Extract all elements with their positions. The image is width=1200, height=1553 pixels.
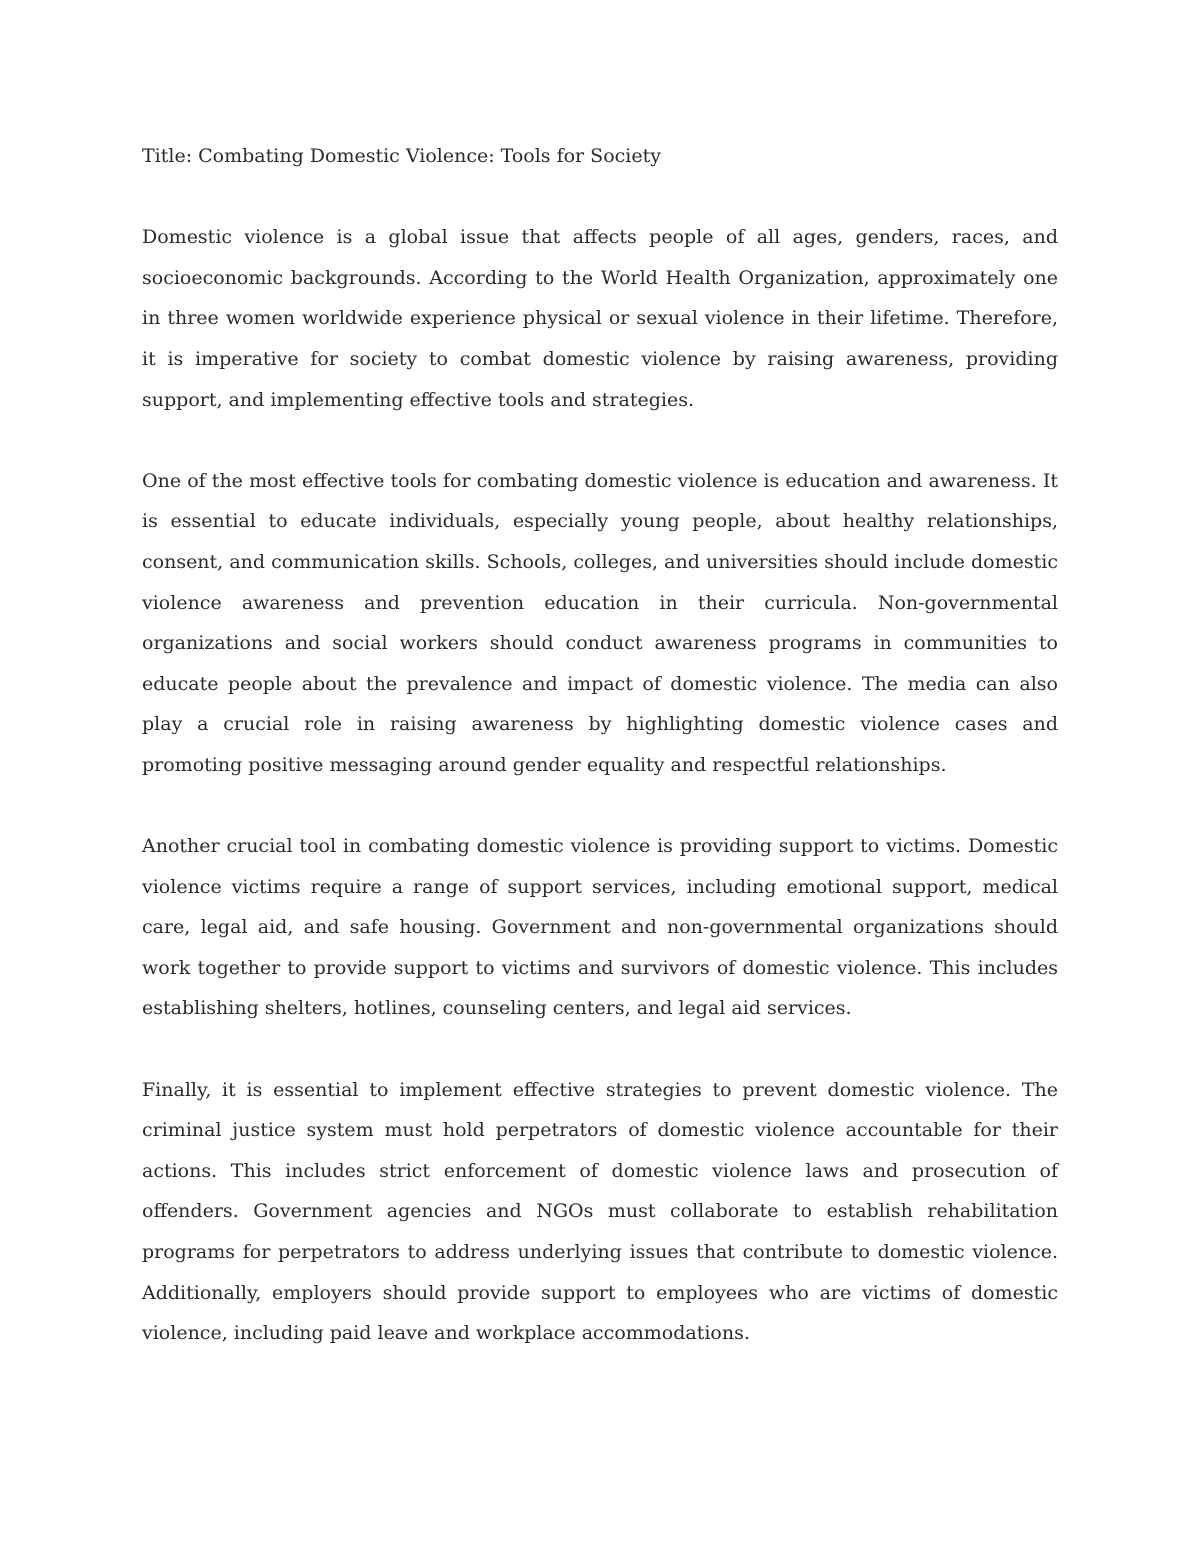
paragraph-prevention-strategies: Finally, it is essential to implement effective strategies to prevent domestic violence. The criminal justice system must hold perpetrators of domestic violence accountable for their actions. This includes strict enforcement of domestic violence laws and prosecution of offenders. Government agencies and NGOs must collaborate to establish rehabilitation programs for perpetrators to address underlying issues that contribute to domestic violence. Additionally, employers should provide support to employees who are victims of domestic violence, including paid leave and workplace accommodations. — [142, 1078, 1058, 1345]
document-title: Title: Combating Domestic Violence: Tools for Society — [142, 145, 661, 167]
paragraph-education-awareness: One of the most effective tools for combating domestic violence is education and awareness. It is essential to educate individuals, especially young people, about healthy relationships, consent, and communication skills. Schools, colleges, and universities should include domestic violence awareness and prevention education in their curricula. Non-governmental organizations and social workers should conduct awareness programs in communities to educate people about the prevalence and impact of domestic violence. The media can also play a crucial role in raising awareness by highlighting domestic violence cases and promoting positive messaging around gender equality and respectful relationships. — [142, 469, 1058, 776]
paragraph-victim-support: Another crucial tool in combating domestic violence is providing support to victims. Domestic violence victims require a range of support services, including emotional support, medical care, legal aid, and safe housing. Government and non-governmental organizations should work together to provide support to victims and survivors of domestic violence. This includes establishing shelters, hotlines, counseling centers, and legal aid services. — [142, 835, 1058, 1020]
document-body — [142, 136, 1058, 1354]
paragraph-introduction: Domestic violence is a global issue that affects people of all ages, genders, races, and socioeconomic backgrounds. According to the World Health Organization, approximately one in three women worldwide experience physical or sexual violence in their lifetime. Therefore, it is imperative for society to combat domestic violence by raising awareness, providing support, and implementing effective tools and strategies. — [142, 226, 1058, 411]
